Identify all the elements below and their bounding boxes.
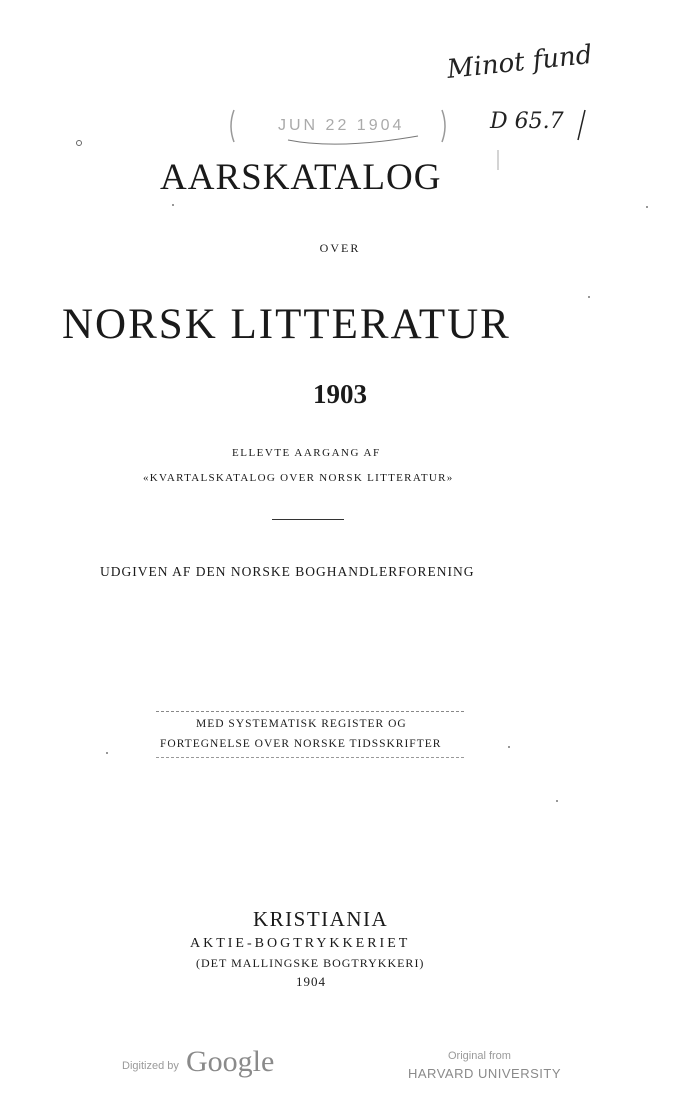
handwritten-fund-note: Minot fund: [445, 40, 594, 85]
divider-rule: [272, 519, 344, 520]
catalog-year: 1903: [313, 379, 367, 409]
imprint-printer-alt: (DET MALLINGSKE BOGTRYKKERI): [196, 956, 425, 970]
stray-mark: [646, 206, 648, 208]
library-stamp: [228, 108, 448, 148]
contents-line-2: FORTEGNELSE OVER NORSKE TIDSSKRIFTER: [160, 738, 442, 750]
dashed-divider: [156, 711, 464, 712]
contents-line-1: MED SYSTEMATISK REGISTER OG: [196, 718, 407, 730]
original-from-label: Original from: [448, 1050, 511, 1062]
stray-mark: [76, 140, 82, 146]
stray-mark: [508, 746, 510, 748]
catalog-title: AARSKATALOG: [160, 157, 442, 198]
stray-mark: [106, 752, 108, 754]
stray-mark: [556, 800, 558, 802]
dashed-divider: [156, 757, 464, 758]
institution-label: HARVARD UNIVERSITY: [408, 1066, 561, 1081]
google-logo: Google: [186, 1045, 275, 1078]
imprint-year: 1904: [296, 974, 326, 989]
digitized-by-label: Digitized by: [122, 1060, 179, 1072]
stamp-text: JUN 22 1904: [278, 117, 405, 134]
stray-mark: [588, 296, 590, 298]
imprint-printer: AKTIE-BOGTRYKKERIET: [190, 936, 411, 951]
handwritten-shelfmark: D 65.7: [490, 109, 564, 134]
imprint-city: KRISTIANIA: [253, 907, 389, 931]
title-subject: NORSK LITTERATUR: [62, 301, 511, 348]
handwritten-annotation: [440, 40, 660, 190]
edition-series: «KVARTALSKATALOG OVER NORSK LITTERATUR»: [143, 472, 454, 484]
publisher-note: UDGIVEN AF DEN NORSKE BOGHANDLERFORENING: [100, 564, 475, 579]
title-over: OVER: [319, 241, 361, 255]
edition-line: ELLEVTE AARGANG AF: [232, 447, 381, 459]
stray-mark: [172, 204, 174, 206]
